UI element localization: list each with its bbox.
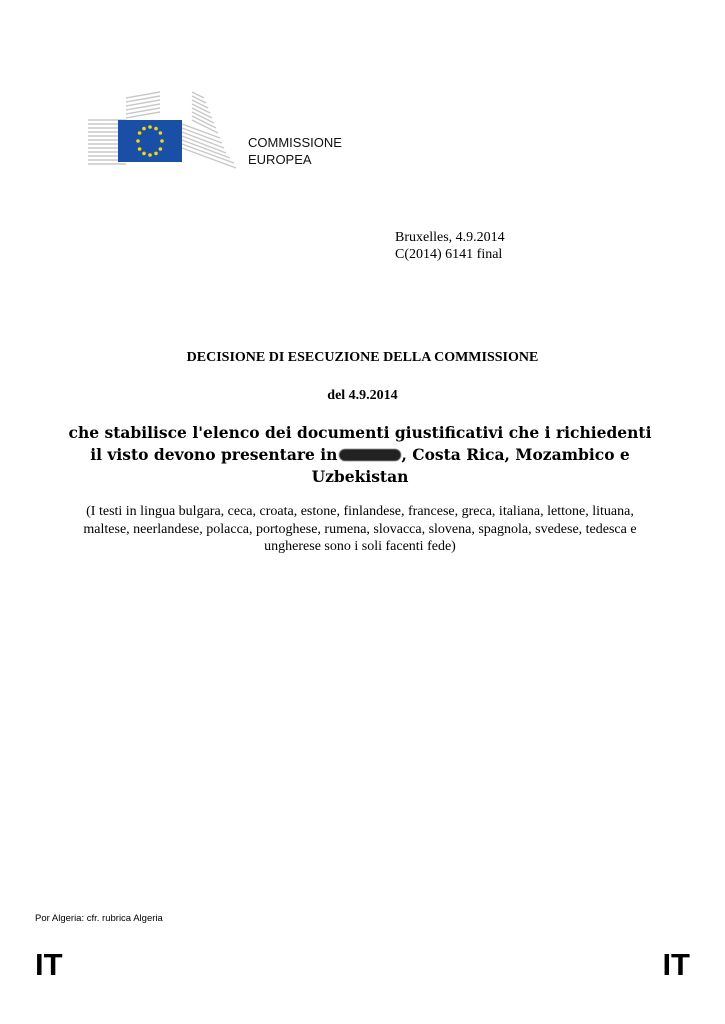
subtitle-part-2: , Costa Rica, Mozambico e Uzbekistan [311,445,630,486]
redaction-mark [339,449,401,461]
document-date: del 4.9.2014 [327,388,398,403]
authentic-languages-note: (I testi in lingua bulgara, ceca, croata, estone, finlandese, francese, greca, italiana, lettone, lituana, maltese, neerlandese, polacca, portoghese, rumena, slovacca, slovena, spagnola, svedese, tedesca e ungherese sono i soli facenti fede) [83,504,637,554]
language-code-left: IT [35,947,63,982]
document-title: DECISIONE DI ESECUZIONE DELLA COMMISSIONE [186,350,539,365]
language-code-right: IT [662,947,690,982]
document-subtitle [60,422,660,488]
date-reference-block [395,229,505,263]
place-date: Bruxelles, 4.9.2014 [395,230,505,245]
document-reference: C(2014) 6141 final [395,247,503,262]
org-line-2: EUROPEA [248,152,312,167]
footnote: Por Algeria: cfr. rubrica Algeria [35,913,163,924]
organization-name [248,134,342,168]
subtitle-part-1: che stabilisce l'elenco dei documenti giustificativi che i richiedenti il visto devono presentare in [68,423,652,464]
eu-flag-icon [118,120,182,162]
org-line-1: COMMISSIONE [248,135,342,150]
european-commission-logo [86,90,238,174]
